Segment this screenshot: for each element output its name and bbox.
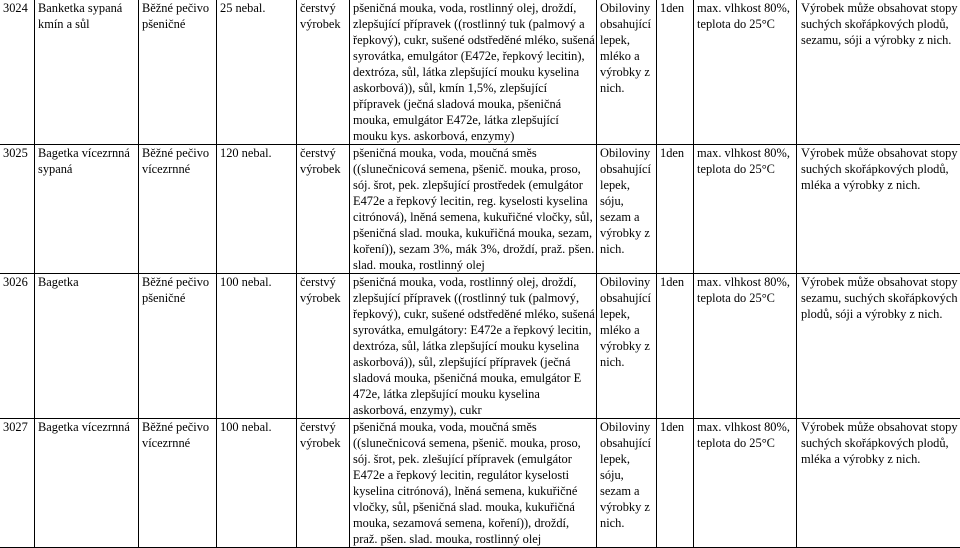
- product-name: Bagetka vícezrnná: [35, 419, 139, 548]
- product-storage: max. vlhkost 80%, teplota do 25°C: [694, 419, 797, 548]
- product-weight: 100 nebal.: [217, 274, 297, 419]
- product-weight: 25 nebal.: [217, 0, 297, 145]
- product-note: Výrobek může obsahovat stopy suchých skořápkových plodů, sezamu, sóji a výrobky z nich.: [797, 0, 960, 145]
- product-allergens: Obiloviny obsahující lepek, mléko a výrobky z nich.: [597, 0, 657, 145]
- product-name: Bagetka vícezrnná sypaná: [35, 145, 139, 274]
- product-code: 3027: [0, 419, 35, 548]
- product-note: Výrobek může obsahovat stopy suchých skořápkových plodů, mléka a výrobky z nich.: [797, 419, 960, 548]
- product-allergens: Obiloviny obsahující lepek, sóju, sezam a výrobky z nich.: [597, 145, 657, 274]
- product-allergens: Obiloviny obsahující lepek, mléko a výrobky z nich.: [597, 274, 657, 419]
- product-code: 3026: [0, 274, 35, 419]
- product-allergens: Obiloviny obsahující lepek, sóju, sezam a výrobky z nich.: [597, 419, 657, 548]
- table-row: [0, 419, 960, 548]
- table-row: [0, 0, 960, 145]
- product-weight: 120 nebal.: [217, 145, 297, 274]
- product-ingredients: pšeničná mouka, voda, moučná směs ((slunečnicová semena, pšenič. mouka, proso, sój. šrot, pek. zlešující přípravek (emulgátor E472e a řepkový lecitin, regulátor kyselosti kyselina citrónová), lněná semena, kukuřičné vločky, sůl, pšeničná slad. mouka, kukuřičná mouka, sezamová semena, koření)), droždí, praž. pšen. slad. mouka, rostlinný olej: [350, 419, 597, 548]
- product-storage: max. vlhkost 80%, teplota do 25°C: [694, 145, 797, 274]
- product-category: Běžné pečivo pšeničné: [139, 0, 217, 145]
- product-name: Banketka sypaná kmín a sůl: [35, 0, 139, 145]
- product-storage: max. vlhkost 80%, teplota do 25°C: [694, 274, 797, 419]
- product-shelf-life: 1den: [657, 419, 694, 548]
- product-type: čerstvý výrobek: [297, 274, 350, 419]
- product-note: Výrobek může obsahovat stopy suchých skořápkových plodů, mléka a výrobky z nich.: [797, 145, 960, 274]
- product-shelf-life: 1den: [657, 145, 694, 274]
- product-ingredients: pšeničná mouka, voda, moučná směs ((slunečnicová semena, pšenič. mouka, proso, sój. šrot, pek. zlepšující prostředek (emulgátor E472e a řepkový lecitin, reg. kyselosti kyselina citrónová), lněná semena, kukuřičné vločky, sůl, pšeničná slad. mouka, kukuřičná mouka, sezam, koření)), sezam 3%, mák 3%, droždí, praž. pšen. slad. mouka, rostlinný olej: [350, 145, 597, 274]
- product-code: 3024: [0, 0, 35, 145]
- product-weight: 100 nebal.: [217, 419, 297, 548]
- product-category: Běžné pečivo pšeničné: [139, 274, 217, 419]
- table-row: [0, 274, 960, 419]
- product-category: Běžné pečivo vícezrnné: [139, 419, 217, 548]
- product-code: 3025: [0, 145, 35, 274]
- product-ingredients: pšeničná mouka, voda, rostlinný olej, droždí, zlepšující přípravek ((rostlinný tuk (palmový, řepkový), cukr, sušené odstředěné mléko, sušená syrovátka, emulgátory: E472e a řepkový lecitin, dextróza, sůl, látka zlepšující mouku kyselina askorbová)), sůl, zlepšující přípravek (ječná sladová mouka, pšeničná mouka, emulgátor E 472e, látka zlepšující mouku kyselina askorbová, enzymy), cukr: [350, 274, 597, 419]
- product-type: čerstvý výrobek: [297, 0, 350, 145]
- product-ingredients: pšeničná mouka, voda, rostlinný olej, droždí, zlepšující přípravek ((rostlinný tuk (palmový a řepkový), cukr, sušené odstředěné mléko, sušená syrovátka, emulgátor (E472e, řepkový lecitin), dextróza, sůl, látka zlepšující mouku kyselina askorbová)), sůl, kmín 1,5%, zlepšující přípravek (ječná sladová mouka, pšeničná mouka, emulgátor E472e, látka zlepšující mouku kys. askorbová, enzymy): [350, 0, 597, 145]
- product-type: čerstvý výrobek: [297, 419, 350, 548]
- product-note: Výrobek může obsahovat stopy sezamu, suchých skořápkových plodů, sóji a výrobky z nich.: [797, 274, 960, 419]
- product-shelf-life: 1den: [657, 0, 694, 145]
- product-category: Běžné pečivo vícezrnné: [139, 145, 217, 274]
- table-row: [0, 145, 960, 274]
- product-storage: max. vlhkost 80%, teplota do 25°C: [694, 0, 797, 145]
- product-type: čerstvý výrobek: [297, 145, 350, 274]
- product-shelf-life: 1den: [657, 274, 694, 419]
- product-name: Bagetka: [35, 274, 139, 419]
